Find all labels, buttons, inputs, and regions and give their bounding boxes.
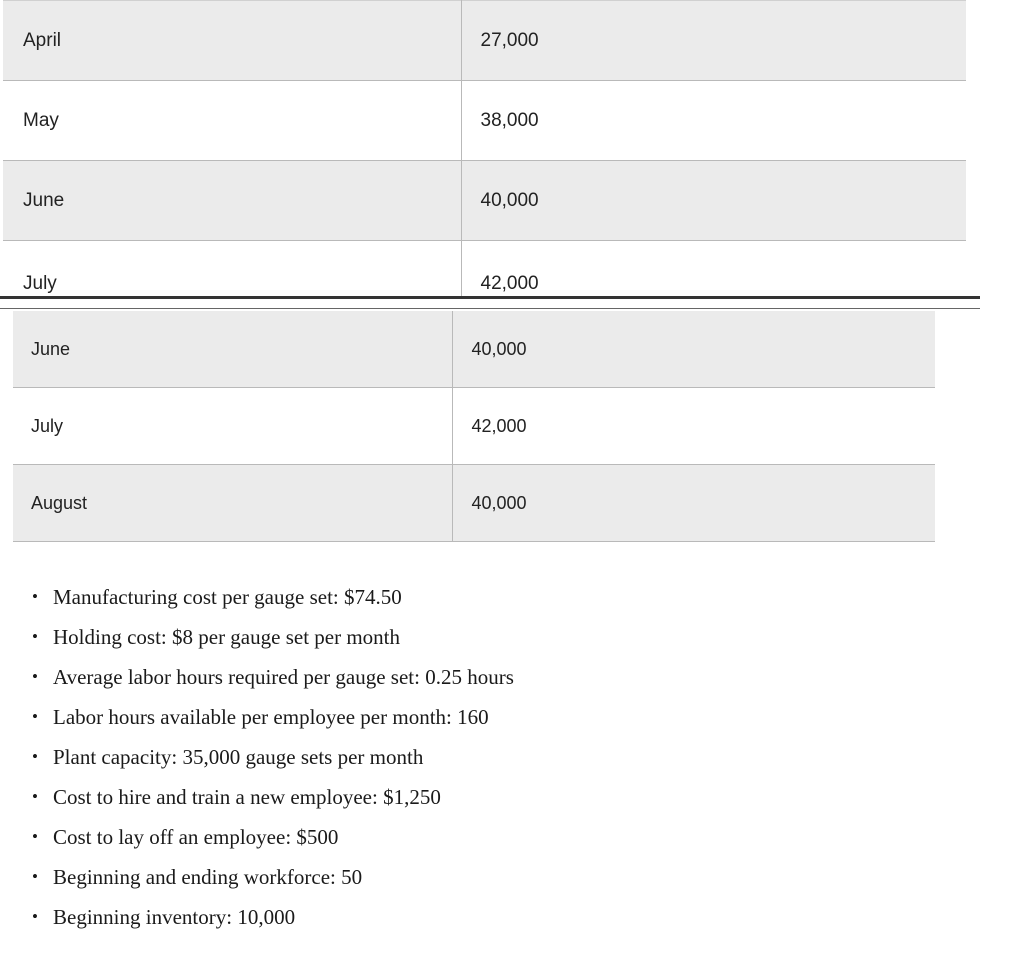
- table-row: [3, 161, 966, 241]
- table-row: [13, 465, 935, 542]
- bullet-icon: •: [32, 707, 38, 726]
- month-cell: July: [13, 388, 452, 465]
- table-row: [3, 81, 966, 161]
- bullet-icon: •: [32, 747, 38, 766]
- value-cell: 40,000: [452, 465, 935, 542]
- bullet-icon: •: [32, 827, 38, 846]
- table-row: [13, 388, 935, 465]
- list-item-text: Cost to lay off an employee: $500: [53, 825, 339, 849]
- list-item: [30, 617, 514, 657]
- value-cell: 40,000: [452, 311, 935, 388]
- table-row: [3, 241, 966, 298]
- bullet-icon: •: [32, 907, 38, 926]
- list-item-text: Average labor hours required per gauge set: 0.25 hours: [53, 665, 514, 689]
- list-item: [30, 817, 514, 857]
- separator-line-thick: [0, 296, 980, 299]
- bullet-icon: •: [32, 587, 38, 606]
- demand-table-bottom: [13, 311, 935, 542]
- bullet-icon: •: [32, 627, 38, 646]
- list-item-text: Beginning inventory: 10,000: [53, 905, 296, 929]
- bullet-icon: •: [32, 667, 38, 686]
- list-item-text: Manufacturing cost per gauge set: $74.50: [53, 585, 402, 609]
- month-cell: June: [3, 161, 461, 241]
- list-item: [30, 857, 514, 897]
- month-cell: May: [3, 81, 461, 161]
- value-cell: 42,000: [480, 273, 539, 294]
- list-item: [30, 697, 514, 737]
- list-item-text: Labor hours available per employee per month: 160: [53, 705, 489, 729]
- value-cell: 42,000: [452, 388, 935, 465]
- table-row: [3, 1, 966, 81]
- list-item: [30, 657, 514, 697]
- value-cell: 38,000: [461, 81, 966, 161]
- list-item-text: Beginning and ending workforce: 50: [53, 865, 363, 889]
- list-item-text: Cost to hire and train a new employee: $1,250: [53, 785, 441, 809]
- parameter-list: [30, 577, 514, 937]
- value-cell: 40,000: [461, 161, 966, 241]
- month-cell: August: [13, 465, 452, 542]
- list-item: [30, 777, 514, 817]
- bullet-icon: •: [32, 867, 38, 886]
- list-item-text: Plant capacity: 35,000 gauge sets per month: [53, 745, 424, 769]
- list-item: [30, 897, 514, 937]
- list-item: [30, 737, 514, 777]
- month-cell: July: [3, 241, 461, 298]
- month-cell: April: [3, 1, 461, 81]
- demand-table-top: [3, 0, 966, 297]
- month-cell: June: [13, 311, 452, 388]
- list-item-text: Holding cost: $8 per gauge set per month: [53, 625, 401, 649]
- table-row: [13, 311, 935, 388]
- list-item: [30, 577, 514, 617]
- separator-line-thin: [0, 308, 980, 309]
- bullet-icon: •: [32, 787, 38, 806]
- value-cell: 27,000: [461, 1, 966, 81]
